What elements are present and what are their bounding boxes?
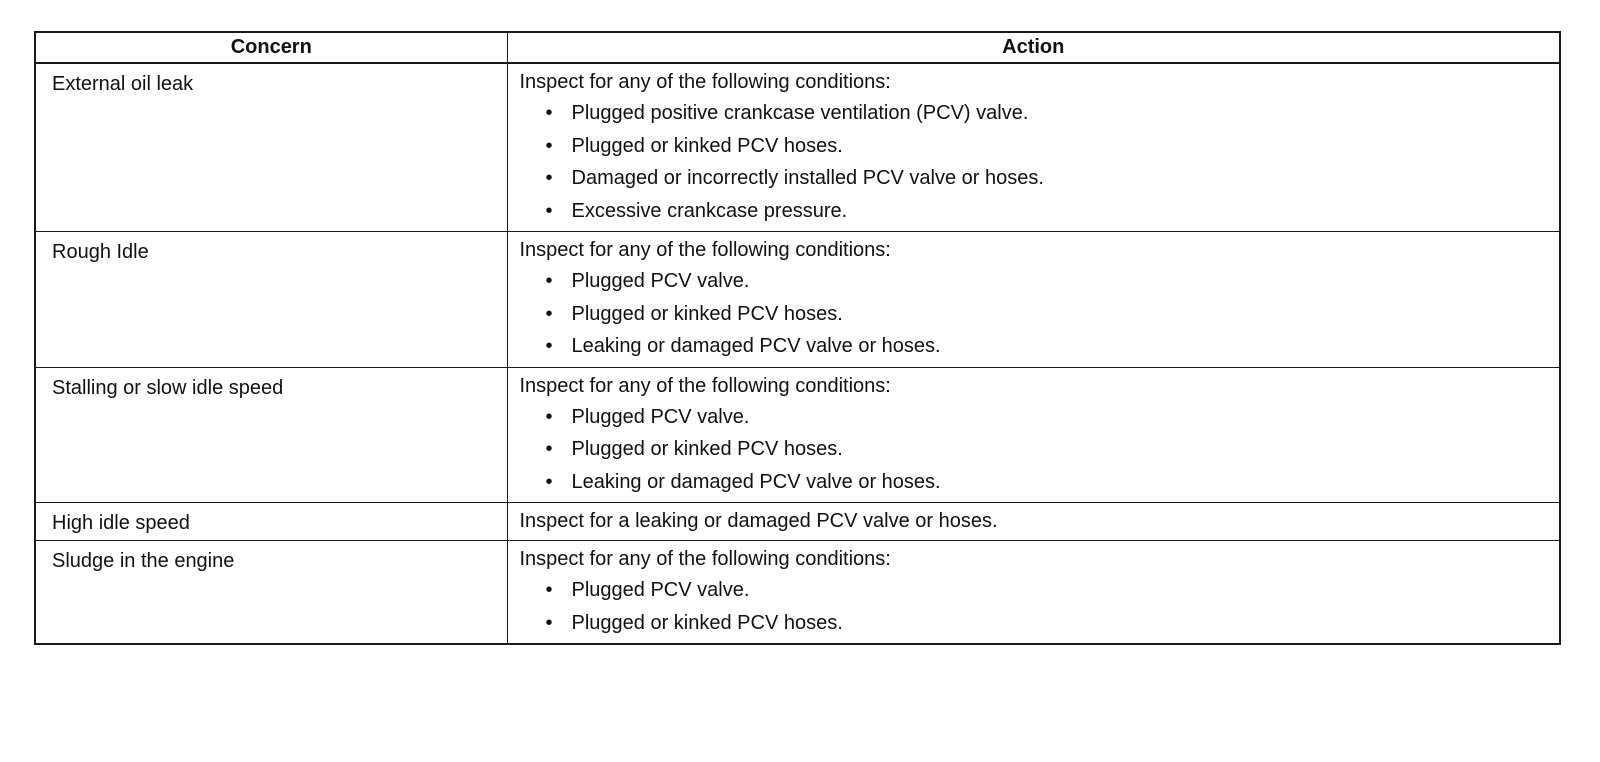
bullet-icon: • [545,405,553,428]
list-item [520,130,1560,163]
list-item [520,330,1560,363]
list-item [520,162,1560,195]
bullet-icon: • [545,167,553,189]
bullet-icon: • [545,611,553,634]
list-item [520,97,1560,130]
list-item [520,265,1560,298]
list-item [520,607,1560,640]
action-intro: Inspect for any of the following conditions: [519,548,891,570]
concern-cell: Stalling or slow idle speed [35,367,507,503]
bullet-icon: • [545,134,553,157]
list-item-text: Excessive crankcase pressure. [571,199,848,222]
list-item-text: Plugged positive crankcase ventilation (PCV) valve. [571,102,1029,124]
list-item-text: Plugged PCV valve. [571,579,750,601]
concern-cell: External oil leak [35,63,507,232]
bullet-icon: • [545,438,553,460]
action-cell [507,503,1560,541]
table-row [35,541,1560,645]
concern-cell: Rough Idle [35,232,507,368]
list-item [520,195,1560,228]
action-cell [507,367,1560,503]
action-intro: Inspect for any of the following conditions: [519,374,891,397]
list-item-text: Plugged or kinked PCV hoses. [571,438,843,460]
action-intro: Inspect for any of the following conditions: [519,239,891,261]
condition-list [520,265,1560,363]
table-row [35,503,1560,541]
action-intro: Inspect for a leaking or damaged PCV valve or hoses. [519,510,998,532]
bullet-icon: • [545,579,553,601]
list-item-text: Leaking or damaged PCV valve or hoses. [571,335,941,357]
bullet-icon: • [545,199,553,222]
header-row [35,32,1560,63]
table-row [35,367,1560,503]
table-row [35,63,1560,232]
condition-list [520,401,1560,499]
table-row [35,232,1560,368]
action-cell [507,232,1560,368]
column-header-concern: Concern [35,32,507,63]
list-item-text: Damaged or incorrectly installed PCV valve or hoses. [571,167,1044,189]
list-item-text: Plugged or kinked PCV hoses. [571,302,843,325]
list-item-text: Plugged or kinked PCV hoses. [571,134,843,157]
bullet-icon: • [545,335,553,357]
list-item [520,401,1560,434]
diagnostic-table [34,31,1561,645]
bullet-icon: • [545,102,553,124]
bullet-icon: • [545,470,553,493]
action-cell [507,63,1560,232]
concern-cell: High idle speed [35,503,507,541]
list-item [520,298,1560,331]
bullet-icon: • [545,302,553,325]
list-item-text: Plugged or kinked PCV hoses. [571,611,843,634]
column-header-action: Action [507,32,1560,63]
list-item [520,466,1560,499]
list-item-text: Leaking or damaged PCV valve or hoses. [571,470,941,493]
condition-list [520,574,1560,639]
list-item [520,574,1560,607]
list-item-text: Plugged PCV valve. [571,270,750,292]
list-item [520,433,1560,466]
bullet-icon: • [545,270,553,292]
condition-list [520,97,1560,227]
list-item-text: Plugged PCV valve. [571,405,750,428]
action-cell [507,541,1560,645]
action-intro: Inspect for any of the following conditions: [519,71,891,93]
concern-cell: Sludge in the engine [35,541,507,645]
